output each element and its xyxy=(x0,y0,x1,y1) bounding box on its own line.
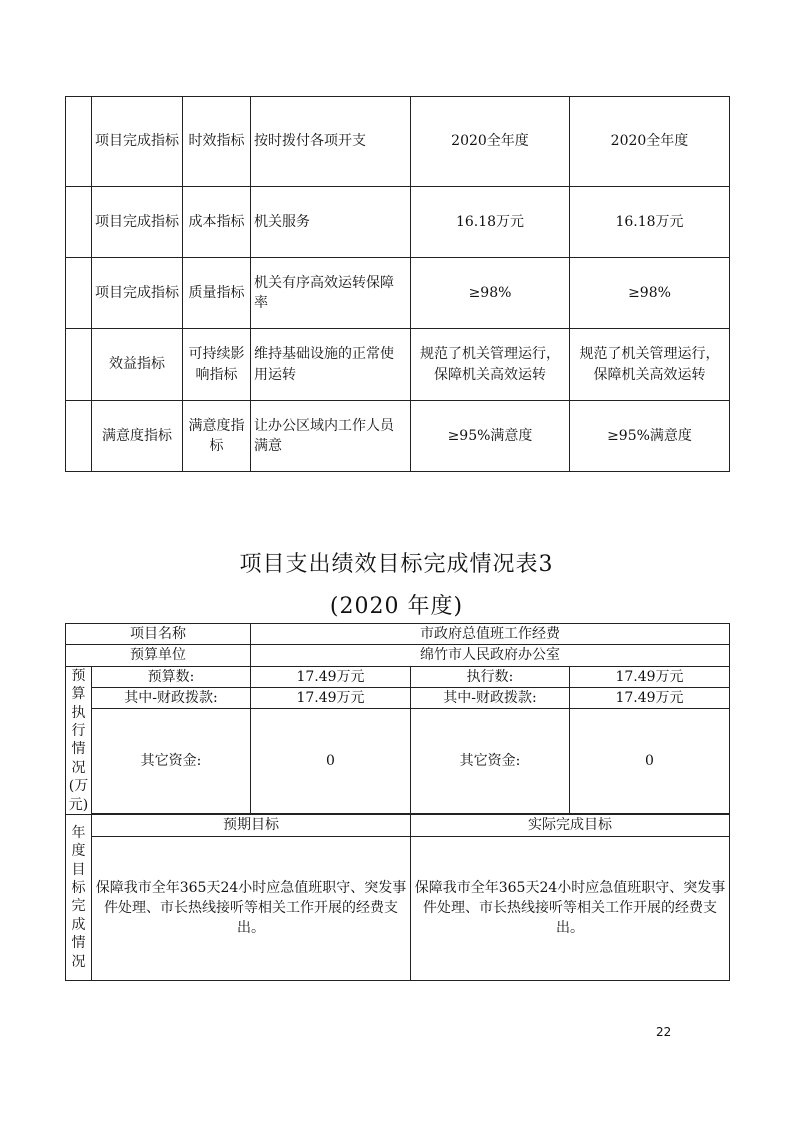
vertical-label-text: 预 算 执 行 情 况 (万 元) xyxy=(68,667,89,813)
page-number: 22 xyxy=(656,1025,672,1039)
planned-value: ≥95%满意度 xyxy=(411,401,570,472)
indicator-row xyxy=(66,187,730,258)
actual-value: 2020全年度 xyxy=(570,97,730,187)
blank-cell xyxy=(66,401,92,472)
indicator-name: 让办公区域内工作人员满意 xyxy=(251,401,411,472)
blank-cell xyxy=(66,329,92,401)
indicator-name: 按时拨付各项开支 xyxy=(251,97,411,187)
indicator-category: 项目完成指标 xyxy=(92,97,183,187)
indicator-subcategory: 成本指标 xyxy=(183,187,251,258)
fiscal-exec-label: 其中-财政拨款: xyxy=(411,687,570,708)
goal-header-row xyxy=(66,815,730,836)
budget-value: 17.49万元 xyxy=(251,666,411,687)
planned-value: ≥98% xyxy=(411,258,570,329)
budget-unit-label: 预算单位 xyxy=(66,645,251,666)
page-title: 项目支出绩效目标完成情况表3 xyxy=(239,552,554,577)
exec-label: 执行数: xyxy=(411,666,570,687)
fiscal-row xyxy=(66,687,730,708)
indicator-subcategory: 可持续影响指标 xyxy=(183,329,251,401)
indicator-subcategory: 质量指标 xyxy=(183,258,251,329)
other-exec-label: 其它资金: xyxy=(411,709,570,814)
indicator-category: 效益指标 xyxy=(92,329,183,401)
blank-cell xyxy=(66,258,92,329)
exec-value: 17.49万元 xyxy=(570,666,730,687)
performance-indicator-table xyxy=(65,96,730,472)
project-name-value: 市政府总值班工作经费 xyxy=(251,624,730,645)
budget-exec-label xyxy=(66,666,92,815)
indicator-row xyxy=(66,401,730,472)
indicator-subcategory: 时效指标 xyxy=(183,97,251,187)
indicator-name: 机关服务 xyxy=(251,187,411,258)
other-budget-value: 0 xyxy=(251,709,411,814)
other-exec-value: 0 xyxy=(570,709,730,814)
actual-value: ≥95%满意度 xyxy=(570,401,730,472)
indicator-row xyxy=(66,258,730,329)
indicator-row xyxy=(66,97,730,187)
budget-row xyxy=(66,666,730,687)
indicator-name: 机关有序高效运转保障率 xyxy=(251,258,411,329)
indicator-category: 项目完成指标 xyxy=(92,258,183,329)
fiscal-exec-value: 17.49万元 xyxy=(570,687,730,708)
blank-cell xyxy=(66,187,92,258)
budget-label: 预算数: xyxy=(92,666,251,687)
other-funds-row xyxy=(66,709,730,814)
indicator-name: 维持基础设施的正常使用运转 xyxy=(251,329,411,401)
other-budget-label: 其它资金: xyxy=(92,709,251,814)
actual-value: 规范了机关管理运行，保障机关高效运转 xyxy=(570,329,730,401)
actual-value: ≥98% xyxy=(570,258,730,329)
budget-execution-table xyxy=(65,623,730,981)
fiscal-budget-value: 17.49万元 xyxy=(251,687,411,708)
actual-goal-label: 实际完成目标 xyxy=(411,815,730,836)
expected-goal-text: 保障我市全年365天24小时应急值班职守、突发事件处理、市长热线接听等相关工作开展的经费支出。 xyxy=(92,836,411,980)
goal-row xyxy=(66,836,730,980)
indicator-category: 项目完成指标 xyxy=(92,187,183,258)
indicator-row xyxy=(66,329,730,401)
planned-value: 16.18万元 xyxy=(411,187,570,258)
project-name-row xyxy=(66,624,730,645)
actual-goal-text: 保障我市全年365天24小时应急值班职守、突发事件处理、市长热线接听等相关工作开展的经费支出。 xyxy=(411,836,730,980)
indicator-subcategory: 满意度指标 xyxy=(183,401,251,472)
fiscal-budget-label: 其中-财政拨款: xyxy=(92,687,251,708)
budget-unit-value: 绵竹市人民政府办公室 xyxy=(251,645,730,666)
actual-value: 16.18万元 xyxy=(570,187,730,258)
project-name-label: 项目名称 xyxy=(66,624,251,645)
annual-goal-label xyxy=(66,815,92,980)
page-subtitle: (2020 年度) xyxy=(329,594,464,619)
expected-goal-label: 预期目标 xyxy=(92,815,411,836)
planned-value: 2020全年度 xyxy=(411,97,570,187)
indicator-category: 满意度指标 xyxy=(92,401,183,472)
vertical-label-text: 年 度 目 标 完 成 情 况 xyxy=(71,824,86,970)
budget-unit-row xyxy=(66,645,730,666)
planned-value: 规范了机关管理运行，保障机关高效运转 xyxy=(411,329,570,401)
blank-cell xyxy=(66,97,92,187)
